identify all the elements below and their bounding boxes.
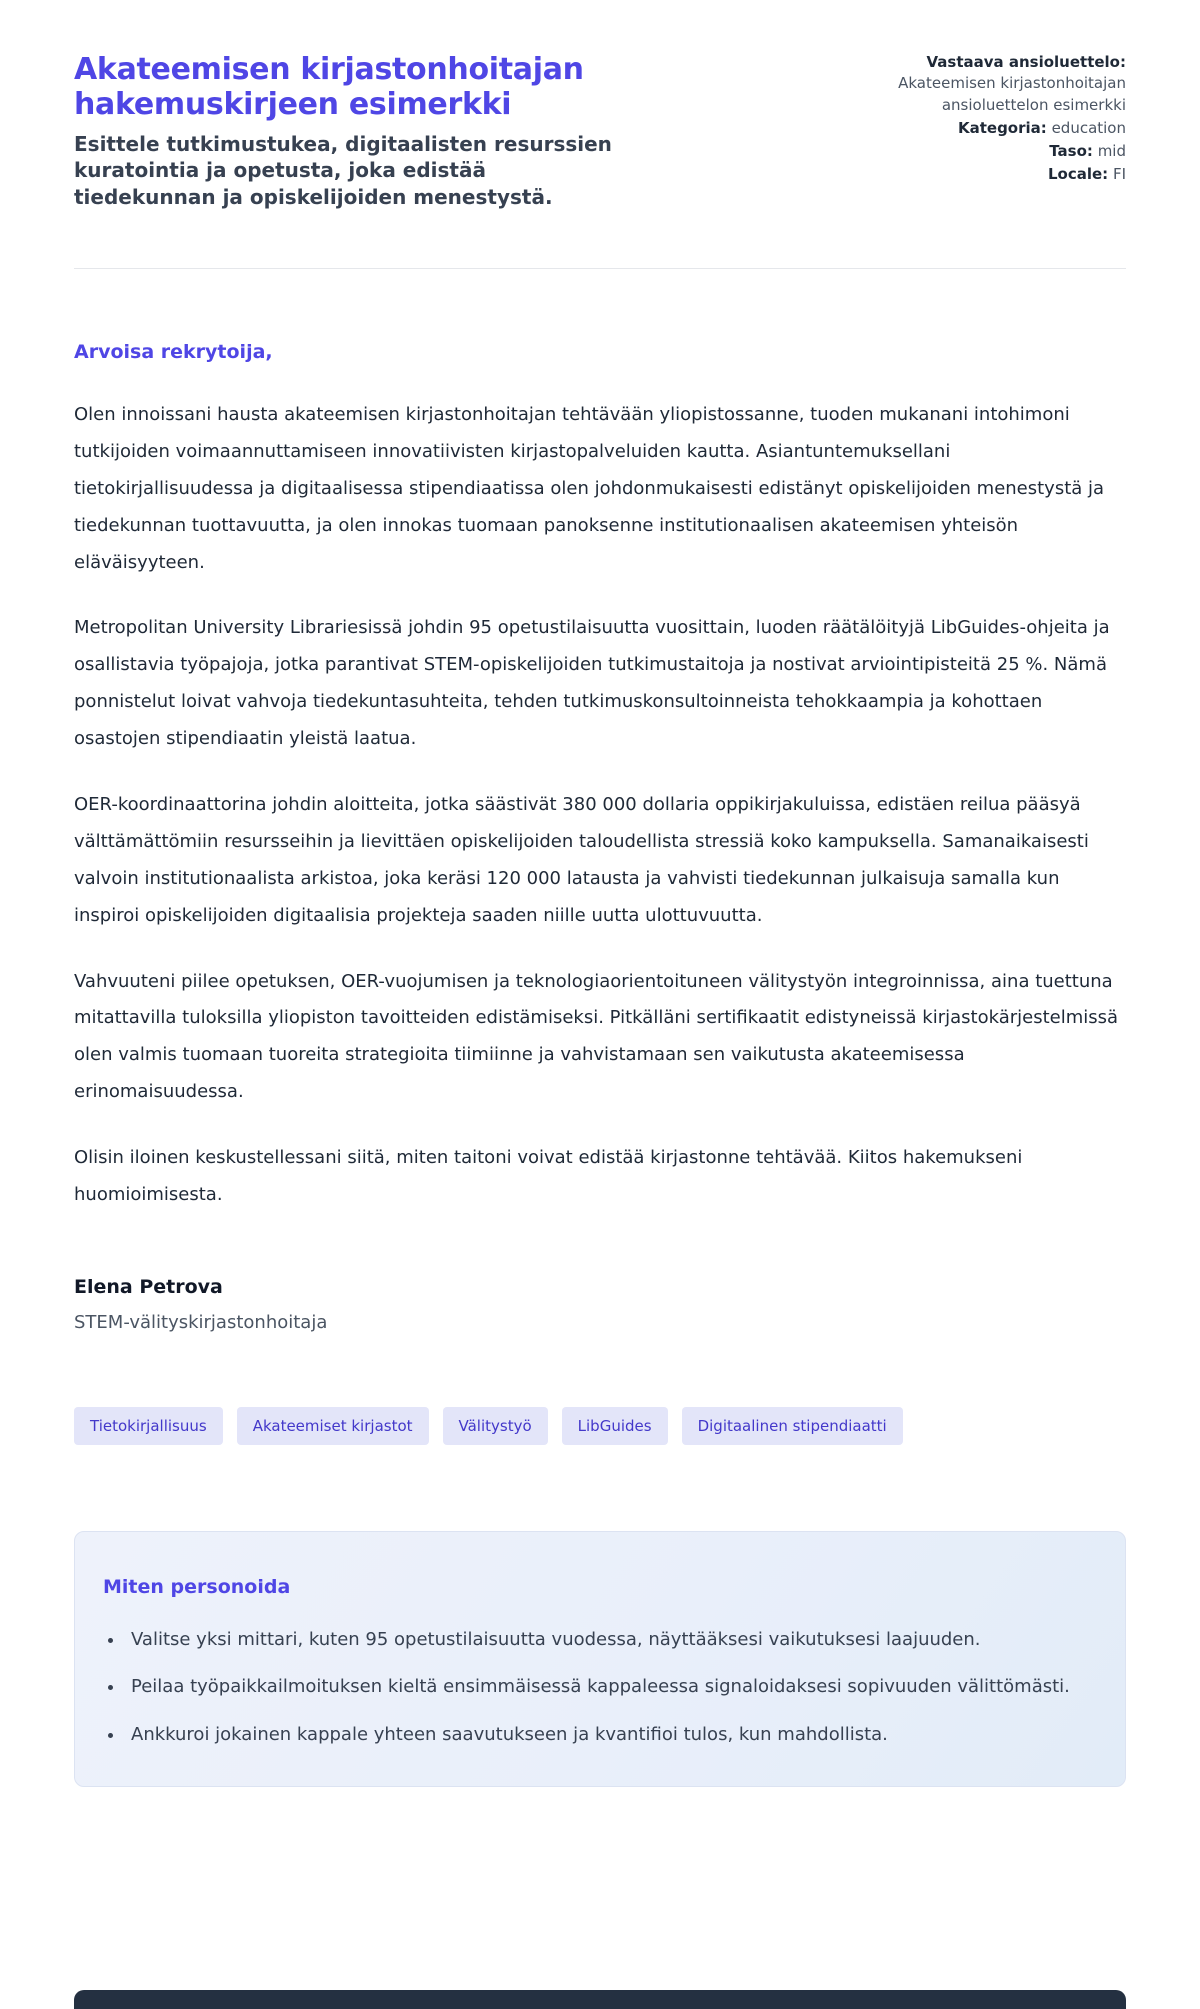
letter-body <box>74 341 1126 1333</box>
tag-libguides[interactable]: LibGuides <box>562 1407 668 1445</box>
meta-label: Kategoria: <box>957 118 1047 137</box>
letter-paragraph: Metropolitan University Librariesissä johdin 95 opetustilaisuutta vuosittain, luoden räätälöityjä LibGuides-ohjeita ja osallistavia työpajoja, jotka parantivat STEM-opiskelijoiden tutkimustaitoja ja nostivat arviointipisteitä 25 %. Nämä ponnistelut loivat vahvoja tiedekuntasuhteita, tehden tutkimuskonsultoinneista tehokkaampia ja kohottaen osastojen stipendiaatin yleistä laatua. <box>74 617 1110 750</box>
meta-label: Vastaava ansioluettelo: <box>926 53 1126 71</box>
tag-valitystyo[interactable]: Välitystyö <box>443 1407 548 1445</box>
letter-paragraph: Olen innoissani hausta akateemisen kirjastonhoitajan tehtävään yliopistossanne, tuoden mukanani intohimoni tutkijoiden voimaannuttamiseen innovatiivisten kirjastopalveluiden kautta. Asiantuntemuksellani tietokirjallisuudessa ja digitaalisessa stipendiaatissa olen johdonmukaisesti edistänyt opiskelijoiden menestystä ja tiedekunnan tuottavuutta, ja olen innokas tuomaan panoksenne institutionaalisen akateemisen yhteisön eläväisyyteen. <box>74 403 1105 573</box>
meta-value: Akateemisen kirjastonhoitajan ansioluettelon esimerkki <box>898 74 1126 114</box>
letter-paragraph: Olisin iloinen keskustellessani siitä, miten taitoni voivat edistää kirjastonne tehtävää. Kiitos hakemukseni huomioimisesta. <box>74 1147 1023 1205</box>
letter-paragraph: Vahvuuteni piilee opetuksen, OER-vuojumisen ja teknologiaorientoituneen välitystyön integroinnissa, aina tuettuna mitattavilla tuloksilla yliopiston tavoitteiden edistämiseksi. Pitkälläni sertifikaatit edistyneissä kirjastokärjestelmissä olen valmis tuomaan tuoreita strategioita tiimiinne ja vahvistamaan sen vaikutusta akateemisessa erinomaisuudessa. <box>74 970 1119 1103</box>
signature-block <box>74 1276 1126 1333</box>
meta-row-matching-resume <box>826 52 1126 116</box>
meta-row-category <box>826 118 1126 139</box>
letter-paragraph: OER-koordinaattorina johdin aloitteita, jotka säästivät 380 000 dollaria oppikirjakuluissa, edistäen reilua pääsyä välttämättömiin resursseihin ja lievittäen opiskelijoiden taloudellista stressiä koko kampuksella. Samanaikaisesti valvoin institutionaalista arkistoa, joka keräsi 120 000 latausta ja vahvisti tiedekunnan julkaisuja samalla kun inspiroi opiskelijoiden digitaalisia projekteja saaden niille uutta ulottuvuutta. <box>74 793 1089 926</box>
header-divider <box>74 268 1126 269</box>
personalization-tips-box <box>74 1531 1126 1788</box>
tip-item: • Peilaa työpaikkailmoituksen kieltä ensimmäisessä kappaleessa signaloidaksesi sopivuuden välittömästi. <box>125 1671 1097 1703</box>
tag-akateemiset-kirjastot[interactable]: Akateemiset kirjastot <box>237 1407 429 1445</box>
meta-row-level <box>826 141 1126 162</box>
tag-tietokirjallisuus[interactable]: Tietokirjallisuus <box>74 1407 223 1445</box>
meta-value: FI <box>1112 165 1126 184</box>
meta-label: Locale: <box>1047 165 1109 184</box>
signature-name: Elena Petrova <box>74 1275 223 1298</box>
tag-digitaalinen-stipendiaatti[interactable]: Digitaalinen stipendiaatti <box>682 1407 903 1445</box>
meta-panel <box>826 52 1126 188</box>
meta-value: mid <box>1097 142 1126 161</box>
page-header <box>74 52 1126 210</box>
cover-letter-page <box>74 0 1126 1942</box>
page-subtitle: Esittele tutkimustukea, digitaalisten resurssien kuratointia ja opetusta, joka edistää tiedekunnan ja opiskelijoiden menestystä. <box>74 131 612 209</box>
tip-item: • Valitse yksi mittari, kuten 95 opetustilaisuutta vuodessa, näyttääksesi vaikutuksesi laajuuden. <box>125 1624 1097 1656</box>
tips-title: Miten personoida <box>103 1575 291 1598</box>
tag-list <box>74 1407 1126 1445</box>
tips-list <box>103 1624 1097 1751</box>
header-titles <box>74 52 674 210</box>
meta-row-locale <box>826 164 1126 185</box>
page-title: Akateemisen kirjastonhoitajan hakemuskirjeen esimerkki <box>74 52 584 123</box>
tip-item: • Ankkuroi jokainen kappale yhteen saavutukseen ja kvantifioi tulos, kun mahdollista. <box>125 1719 1097 1751</box>
meta-label: Taso: <box>1049 142 1093 161</box>
letter-greeting: Arvoisa rekrytoija, <box>74 340 273 363</box>
next-section-top-bar <box>74 1990 1126 2009</box>
signature-title: STEM-välityskirjastonhoitaja <box>74 1311 328 1333</box>
meta-value: education <box>1051 118 1126 137</box>
